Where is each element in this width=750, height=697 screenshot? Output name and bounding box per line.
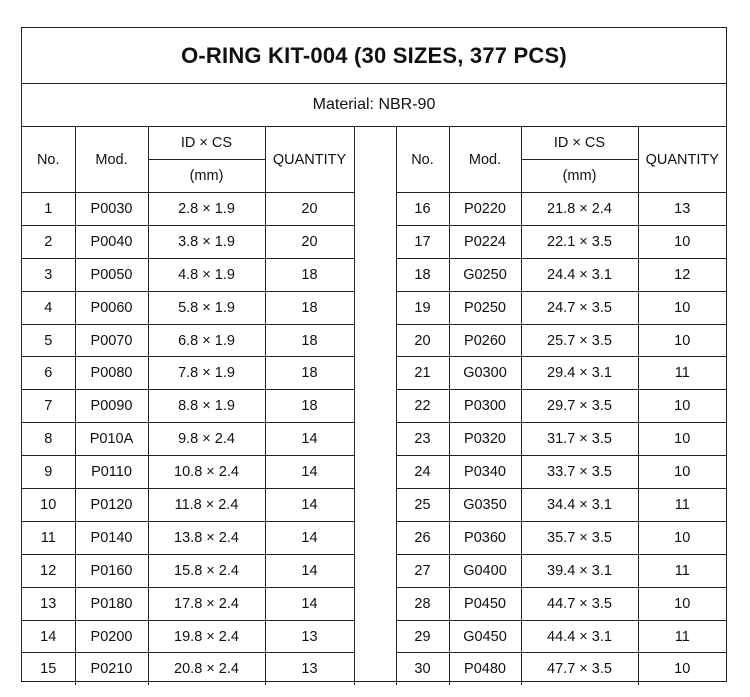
table-row bbox=[22, 193, 726, 226]
table-row bbox=[22, 225, 726, 258]
cell-model: P0080 bbox=[75, 357, 148, 390]
header-quantity: QUANTITY bbox=[265, 127, 354, 193]
cell-no: 30 bbox=[396, 653, 449, 685]
table-row bbox=[22, 456, 726, 489]
table-row bbox=[22, 620, 726, 653]
cell-model: P0480 bbox=[449, 653, 521, 685]
header-no: No. bbox=[396, 127, 449, 193]
cell-no: 15 bbox=[22, 653, 75, 685]
column-gap bbox=[354, 521, 396, 554]
cell-quantity: 14 bbox=[265, 456, 354, 489]
cell-quantity: 14 bbox=[265, 554, 354, 587]
cell-no: 26 bbox=[396, 521, 449, 554]
cell-no: 21 bbox=[396, 357, 449, 390]
cell-model: P0060 bbox=[75, 291, 148, 324]
column-gap bbox=[354, 291, 396, 324]
cell-model: P0120 bbox=[75, 489, 148, 522]
cell-quantity: 18 bbox=[265, 258, 354, 291]
cell-id-cs: 31.7 × 3.5 bbox=[521, 423, 638, 456]
cell-no: 3 bbox=[22, 258, 75, 291]
cell-model: G0300 bbox=[449, 357, 521, 390]
cell-id-cs: 13.8 × 2.4 bbox=[148, 521, 265, 554]
cell-no: 20 bbox=[396, 324, 449, 357]
cell-id-cs: 44.4 × 3.1 bbox=[521, 620, 638, 653]
cell-quantity: 10 bbox=[638, 521, 726, 554]
cell-model: P0200 bbox=[75, 620, 148, 653]
cell-model: P0040 bbox=[75, 225, 148, 258]
cell-no: 29 bbox=[396, 620, 449, 653]
cell-no: 25 bbox=[396, 489, 449, 522]
table-row bbox=[22, 291, 726, 324]
column-gap bbox=[354, 423, 396, 456]
cell-id-cs: 10.8 × 2.4 bbox=[148, 456, 265, 489]
table-row bbox=[22, 324, 726, 357]
cell-model: P0260 bbox=[449, 324, 521, 357]
cell-quantity: 10 bbox=[638, 291, 726, 324]
cell-quantity: 13 bbox=[265, 620, 354, 653]
cell-id-cs: 29.4 × 3.1 bbox=[521, 357, 638, 390]
cell-model: G0450 bbox=[449, 620, 521, 653]
cell-id-cs: 11.8 × 2.4 bbox=[148, 489, 265, 522]
header-id-cs: ID × CS bbox=[521, 127, 638, 160]
cell-id-cs: 2.8 × 1.9 bbox=[148, 193, 265, 226]
cell-quantity: 10 bbox=[638, 423, 726, 456]
cell-model: P0340 bbox=[449, 456, 521, 489]
cell-quantity: 13 bbox=[265, 653, 354, 685]
header-quantity: QUANTITY bbox=[638, 127, 726, 193]
cell-id-cs: 39.4 × 3.1 bbox=[521, 554, 638, 587]
column-gap bbox=[354, 456, 396, 489]
cell-id-cs: 3.8 × 1.9 bbox=[148, 225, 265, 258]
cell-quantity: 11 bbox=[638, 620, 726, 653]
cell-quantity: 10 bbox=[638, 653, 726, 685]
cell-no: 22 bbox=[396, 390, 449, 423]
cell-model: P0250 bbox=[449, 291, 521, 324]
cell-model: P010A bbox=[75, 423, 148, 456]
cell-model: G0250 bbox=[449, 258, 521, 291]
cell-id-cs: 8.8 × 1.9 bbox=[148, 390, 265, 423]
cell-no: 27 bbox=[396, 554, 449, 587]
cell-quantity: 14 bbox=[265, 423, 354, 456]
header-unit: (mm) bbox=[521, 160, 638, 193]
cell-id-cs: 24.7 × 3.5 bbox=[521, 291, 638, 324]
cell-quantity: 14 bbox=[265, 521, 354, 554]
cell-quantity: 20 bbox=[265, 193, 354, 226]
cell-id-cs: 29.7 × 3.5 bbox=[521, 390, 638, 423]
cell-no: 13 bbox=[22, 587, 75, 620]
header-unit: (mm) bbox=[148, 160, 265, 193]
cell-id-cs: 25.7 × 3.5 bbox=[521, 324, 638, 357]
cell-quantity: 18 bbox=[265, 324, 354, 357]
column-gap bbox=[354, 357, 396, 390]
cell-no: 11 bbox=[22, 521, 75, 554]
cell-model: P0320 bbox=[449, 423, 521, 456]
cell-id-cs: 35.7 × 3.5 bbox=[521, 521, 638, 554]
table-row bbox=[22, 554, 726, 587]
cell-id-cs: 20.8 × 2.4 bbox=[148, 653, 265, 685]
cell-model: P0160 bbox=[75, 554, 148, 587]
oring-table bbox=[22, 127, 726, 685]
column-gap bbox=[354, 193, 396, 226]
cell-id-cs: 5.8 × 1.9 bbox=[148, 291, 265, 324]
table-row bbox=[22, 587, 726, 620]
cell-no: 9 bbox=[22, 456, 75, 489]
cell-id-cs: 6.8 × 1.9 bbox=[148, 324, 265, 357]
table-row bbox=[22, 390, 726, 423]
cell-quantity: 20 bbox=[265, 225, 354, 258]
cell-model: P0220 bbox=[449, 193, 521, 226]
cell-quantity: 11 bbox=[638, 489, 726, 522]
table-row bbox=[22, 521, 726, 554]
cell-no: 5 bbox=[22, 324, 75, 357]
cell-no: 10 bbox=[22, 489, 75, 522]
cell-id-cs: 24.4 × 3.1 bbox=[521, 258, 638, 291]
column-gap bbox=[354, 225, 396, 258]
header-no: No. bbox=[22, 127, 75, 193]
cell-quantity: 11 bbox=[638, 554, 726, 587]
column-gap bbox=[354, 258, 396, 291]
cell-model: P0110 bbox=[75, 456, 148, 489]
header-mod: Mod. bbox=[449, 127, 521, 193]
cell-id-cs: 34.4 × 3.1 bbox=[521, 489, 638, 522]
material-line: Material: NBR-90 bbox=[22, 84, 726, 127]
cell-quantity: 18 bbox=[265, 291, 354, 324]
cell-model: P0030 bbox=[75, 193, 148, 226]
cell-no: 16 bbox=[396, 193, 449, 226]
table-row bbox=[22, 258, 726, 291]
cell-quantity: 14 bbox=[265, 587, 354, 620]
cell-quantity: 10 bbox=[638, 225, 726, 258]
cell-no: 23 bbox=[396, 423, 449, 456]
cell-model: P0450 bbox=[449, 587, 521, 620]
column-gap bbox=[354, 587, 396, 620]
column-gap bbox=[354, 324, 396, 357]
cell-model: P0180 bbox=[75, 587, 148, 620]
cell-id-cs: 15.8 × 2.4 bbox=[148, 554, 265, 587]
column-gap bbox=[354, 653, 396, 685]
cell-model: G0350 bbox=[449, 489, 521, 522]
cell-quantity: 11 bbox=[638, 357, 726, 390]
cell-no: 8 bbox=[22, 423, 75, 456]
cell-model: P0224 bbox=[449, 225, 521, 258]
table-row bbox=[22, 423, 726, 456]
table-row bbox=[22, 653, 726, 685]
column-gap bbox=[354, 489, 396, 522]
cell-id-cs: 7.8 × 1.9 bbox=[148, 357, 265, 390]
cell-quantity: 10 bbox=[638, 324, 726, 357]
column-gap bbox=[354, 620, 396, 653]
table-row bbox=[22, 357, 726, 390]
cell-id-cs: 19.8 × 2.4 bbox=[148, 620, 265, 653]
cell-id-cs: 33.7 × 3.5 bbox=[521, 456, 638, 489]
cell-model: P0300 bbox=[449, 390, 521, 423]
cell-id-cs: 47.7 × 3.5 bbox=[521, 653, 638, 685]
cell-id-cs: 44.7 × 3.5 bbox=[521, 587, 638, 620]
column-gap bbox=[354, 390, 396, 423]
cell-quantity: 10 bbox=[638, 456, 726, 489]
cell-id-cs: 22.1 × 3.5 bbox=[521, 225, 638, 258]
cell-no: 24 bbox=[396, 456, 449, 489]
cell-no: 28 bbox=[396, 587, 449, 620]
cell-model: P0090 bbox=[75, 390, 148, 423]
cell-quantity: 18 bbox=[265, 390, 354, 423]
cell-no: 19 bbox=[396, 291, 449, 324]
cell-model: P0140 bbox=[75, 521, 148, 554]
cell-id-cs: 17.8 × 2.4 bbox=[148, 587, 265, 620]
column-gap bbox=[354, 127, 396, 193]
cell-quantity: 10 bbox=[638, 587, 726, 620]
table-row bbox=[22, 489, 726, 522]
cell-no: 6 bbox=[22, 357, 75, 390]
cell-quantity: 12 bbox=[638, 258, 726, 291]
cell-no: 12 bbox=[22, 554, 75, 587]
cell-model: P0360 bbox=[449, 521, 521, 554]
cell-quantity: 13 bbox=[638, 193, 726, 226]
cell-no: 7 bbox=[22, 390, 75, 423]
cell-model: P0070 bbox=[75, 324, 148, 357]
cell-model: P0050 bbox=[75, 258, 148, 291]
column-gap bbox=[354, 554, 396, 587]
cell-no: 1 bbox=[22, 193, 75, 226]
oring-kit-sheet bbox=[21, 27, 727, 682]
cell-no: 4 bbox=[22, 291, 75, 324]
header-row-1 bbox=[22, 127, 726, 160]
cell-id-cs: 21.8 × 2.4 bbox=[521, 193, 638, 226]
cell-id-cs: 4.8 × 1.9 bbox=[148, 258, 265, 291]
cell-no: 2 bbox=[22, 225, 75, 258]
document-title: O-RING KIT-004 (30 SIZES, 377 PCS) bbox=[22, 28, 726, 84]
cell-quantity: 10 bbox=[638, 390, 726, 423]
cell-quantity: 14 bbox=[265, 489, 354, 522]
header-id-cs: ID × CS bbox=[148, 127, 265, 160]
cell-model: P0210 bbox=[75, 653, 148, 685]
cell-model: G0400 bbox=[449, 554, 521, 587]
cell-no: 18 bbox=[396, 258, 449, 291]
header-mod: Mod. bbox=[75, 127, 148, 193]
cell-quantity: 18 bbox=[265, 357, 354, 390]
cell-no: 17 bbox=[396, 225, 449, 258]
cell-no: 14 bbox=[22, 620, 75, 653]
cell-id-cs: 9.8 × 2.4 bbox=[148, 423, 265, 456]
